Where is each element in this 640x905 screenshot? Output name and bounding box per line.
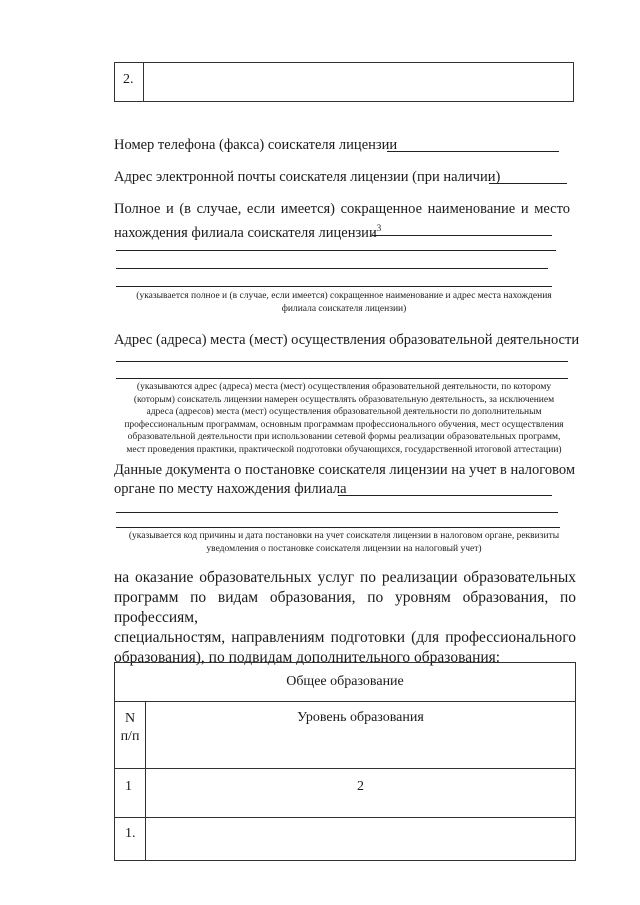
tax-field-3[interactable] <box>116 527 560 528</box>
activity-note-line: (указываются адрес (адреса) места (мест) осуществления образовательной деятельности, по которому <box>136 382 552 392</box>
branch-name-field-2[interactable] <box>116 250 556 251</box>
branch-name-field-3[interactable] <box>116 268 548 269</box>
tax-line1 <box>114 461 576 479</box>
row1-num: 1. <box>125 826 136 841</box>
tax-field-2[interactable] <box>116 512 558 513</box>
services-line: специальностям, направлениям подготовки (для профессионального <box>114 629 576 646</box>
footnote-mark: 3 <box>376 223 382 233</box>
top-table-value-cell[interactable] <box>144 63 574 102</box>
table-title-cell <box>115 663 576 702</box>
activity-note-line: адреса (адресов) места (мест) осуществления образовательной деятельности по дополнительным <box>146 407 542 417</box>
activity-note-line: образовательной деятельности при использовании сетевой формы реализации образовательных программ, <box>127 432 561 442</box>
tax-line2: органе по месту нахождения филиала <box>114 481 347 497</box>
branch-name-field-1[interactable] <box>372 235 552 236</box>
branch-name-note <box>114 290 574 315</box>
services-paragraph <box>114 568 576 668</box>
branch-name-line2 <box>114 219 381 242</box>
index-cell-2 <box>146 769 576 818</box>
email-field[interactable] <box>489 183 567 184</box>
branch-name-field-4[interactable] <box>116 286 552 287</box>
phone-field[interactable] <box>387 151 559 152</box>
top-table <box>114 62 574 102</box>
tax-field-1[interactable] <box>338 495 552 496</box>
header-num-line1: N <box>124 711 136 726</box>
activity-address-note <box>114 381 574 456</box>
header-num-line2: п/п <box>120 729 140 744</box>
services-line: на оказание образовательных услуг по реализации образовательных <box>114 569 576 586</box>
branch-name-text2: нахождения филиала соискателя лицензии <box>114 224 377 241</box>
branch-note-line1: (указывается полное и (в случае, если имеется) сокращенное наименование и адрес места нахождения <box>136 291 552 301</box>
tax-text1: Данные документа о постановке соискателя лицензии на учет в налоговом <box>114 462 576 478</box>
services-line: образования), по подвидам дополнительного образования: <box>114 649 501 666</box>
header-num-cell <box>115 702 146 769</box>
tax-note-line2: уведомления о постановке соискателя лицензии на налоговый учет) <box>206 543 482 554</box>
header-level: Уровень образования <box>297 710 424 725</box>
branch-name-line1 <box>114 200 570 218</box>
index-1: 1 <box>125 779 132 794</box>
activity-address-field-1[interactable] <box>116 361 568 362</box>
activity-note-line: профессиональным программам, основным программам профессионального обучения, мест осуществления <box>124 419 564 430</box>
education-table <box>114 662 576 861</box>
branch-note-line2: филиала соискателя лицензии) <box>281 303 407 314</box>
activity-address-label: Адрес (адреса) места (мест) осуществления образовательной деятельности <box>114 332 580 348</box>
table-title: Общее образование <box>286 674 404 689</box>
email-label: Адрес электронной почты соискателя лицензии (при наличии) <box>114 169 501 185</box>
index-cell-1 <box>115 769 146 818</box>
services-line: программ по видам образования, по уровням образования, по профессиям, <box>114 589 576 626</box>
tax-note-line1: (указывается код причины и дата постановки на учет соискателя лицензии в налоговом органе, реквизиты <box>128 531 560 541</box>
activity-address-field-2[interactable] <box>116 378 568 379</box>
index-2: 2 <box>357 779 364 794</box>
top-table-row-num: 2. <box>123 72 134 87</box>
header-level-cell <box>146 702 576 769</box>
row1-num-cell <box>115 818 146 861</box>
row1-level-cell[interactable] <box>146 818 576 861</box>
branch-name-text1: Полное и (в случае, если имеется) сокращенное наименование и место <box>114 201 570 217</box>
tax-note <box>114 530 574 555</box>
activity-note-line: мест проведения практики, практической подготовки обучающихся, государственной итоговой аттестации) <box>126 444 562 455</box>
top-table-num-cell <box>115 63 144 102</box>
activity-note-line: (которым) соискатель лицензии намерен осуществлять образовательную деятельность, за исключением <box>133 394 555 405</box>
phone-label: Номер телефона (факса) соискателя лицензии <box>114 137 398 153</box>
